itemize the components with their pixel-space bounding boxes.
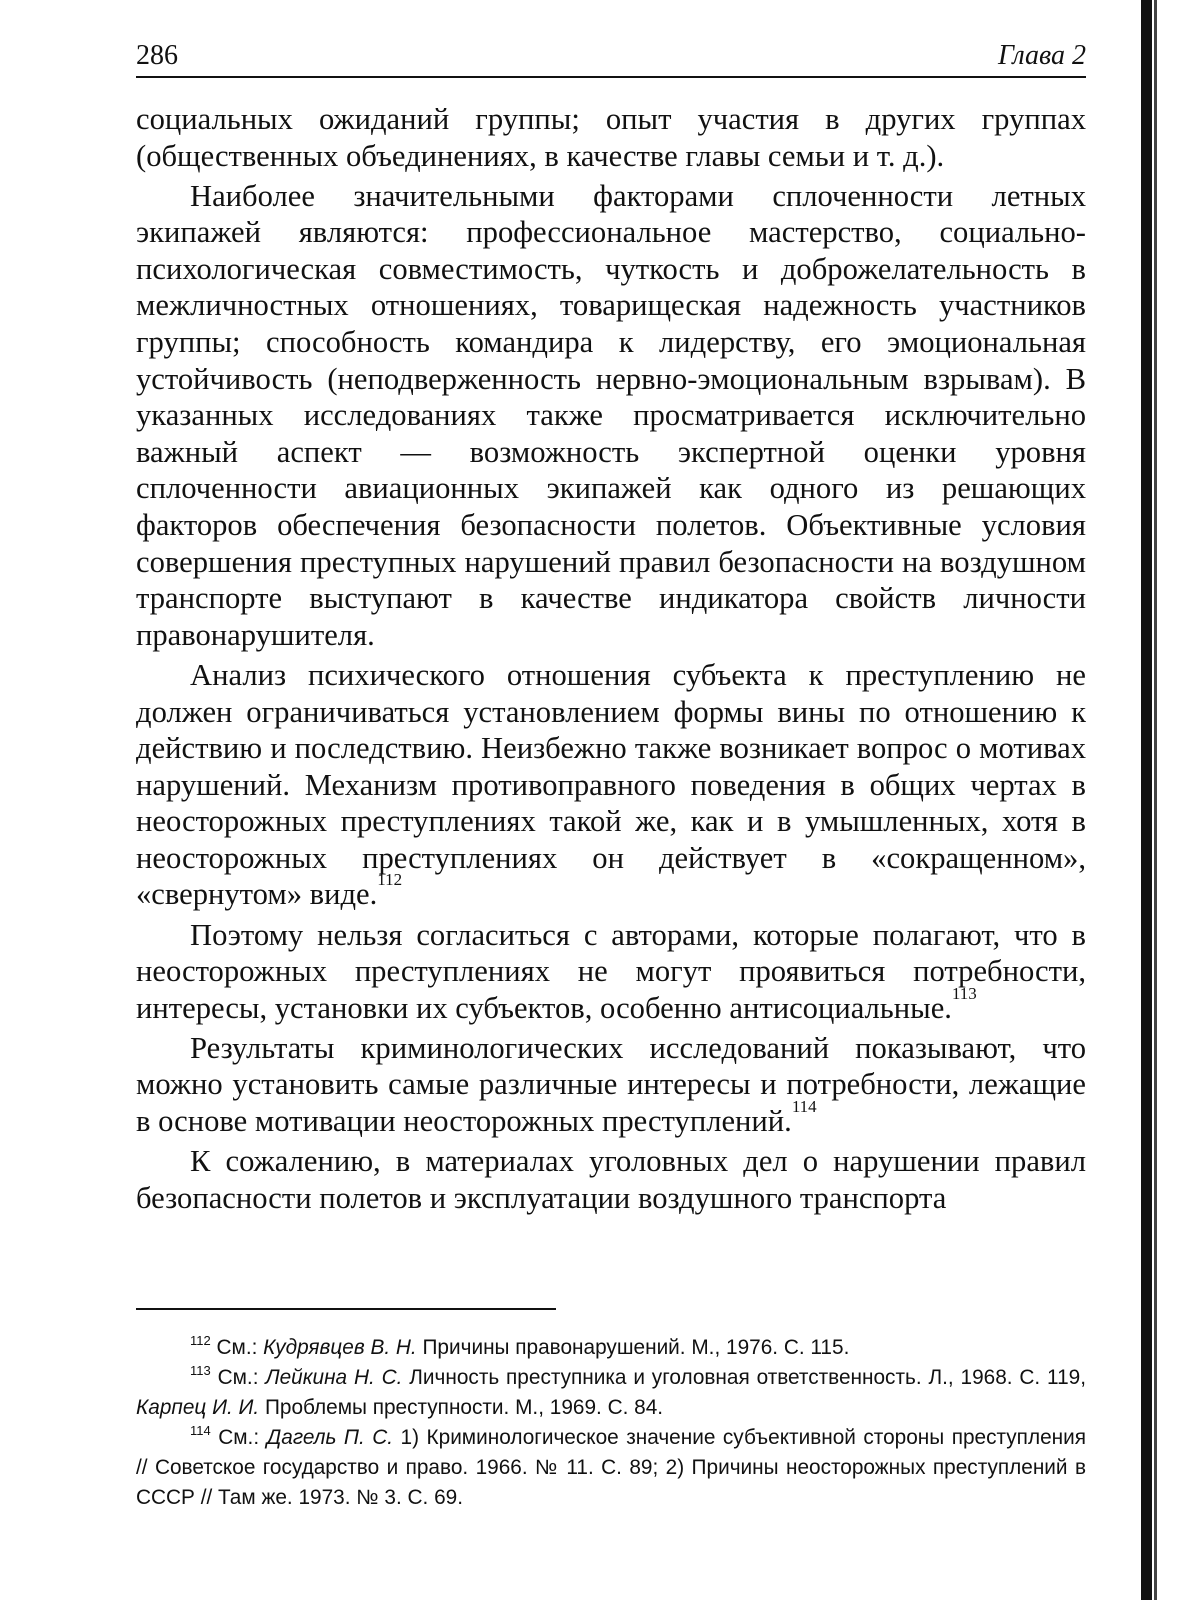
- chapter-title: Глава 2: [998, 40, 1086, 71]
- footnote-text-2: Проблемы преступности. М., 1969. С. 84.: [259, 1396, 664, 1419]
- footnote-number: 113: [190, 1363, 211, 1378]
- footnotes: [136, 1333, 1086, 1513]
- footnote-number: 112: [190, 1333, 211, 1348]
- footnote-112: [136, 1333, 1086, 1363]
- paragraph: [136, 1143, 1086, 1216]
- header-rule: [136, 76, 1086, 78]
- paragraph-text: Наиболее значительными факторами сплоченности летных экипажей являются: профессиональное мастерство, социально-психологическая совместимость, чуткость и доброжелательность в межличностных отношениях, товарищеская надежность участников группы; способность командира к лидерству, его эмоциональная устойчивость (неподверженность нервно-эмоциональным взрывам). В указанных исследованиях также просматривается исключительно важный аспект — возможность экспертной оценки уровня сплоченности авиационных экипажей как одного из решающих факторов обеспечения безопасности полетов. Объективные условия совершения преступных нарушений правил безопасности на воздушном транспорте выступают в качестве индикатора свойств личности правонарушителя.: [136, 178, 1086, 652]
- paragraph: [136, 917, 1086, 1027]
- footnote-text: Причины правонарушений. М., 1976. С. 115.: [416, 1336, 850, 1359]
- footnote-author: Кудрявцев В. Н.: [263, 1336, 417, 1359]
- footnote-prefix: См.:: [216, 1336, 264, 1359]
- paragraph: [136, 178, 1086, 654]
- footnote-author-2: Карпец И. И.: [136, 1396, 260, 1419]
- paragraph-text: социальных ожиданий группы; опыт участия в других группах (общественных объединениях, в качестве главы семьи и т. д.).: [136, 102, 1086, 173]
- footnote-separator: [136, 1308, 556, 1310]
- footnote-author: Дагель П. С.: [266, 1426, 394, 1449]
- footnote-number: 114: [190, 1423, 211, 1438]
- footnote-prefix: См.:: [217, 1366, 266, 1389]
- main-text: [136, 101, 1086, 1216]
- footnote-prefix: См.:: [218, 1426, 267, 1449]
- paragraph-text: Анализ психического отношения субъекта к преступлению не должен ограничиваться установлением формы вины по отношению к действию и последствию. Неизбежно также возникает вопрос о мотивах нарушений. Механизм противоправного поведения в общих чертах в неосторожных преступлениях такой же, как и в умышленных, хотя в неосторожных преступлениях он действует в «сокращенном», «свернутом» виде.: [136, 657, 1086, 912]
- footnote-text: 1) Криминологическое значение субъективной стороны преступления // Советское государство и право. 1966. № 11. С. 89; 2) Причины неосторожных преступлений в СССР // Там же. 1973. № 3. С. 69.: [136, 1426, 1087, 1509]
- running-head: [136, 38, 1086, 74]
- footnote-114: [136, 1423, 1086, 1513]
- spine-bar: [1141, 0, 1152, 1600]
- paragraph-text: Результаты криминологических исследований показывают, что можно установить самые различные интересы и потребности, лежащие в основе мотивации неосторожных преступлений.: [136, 1030, 1086, 1139]
- spine-edge: [1154, 0, 1157, 1600]
- footnote-ref-113[interactable]: 113: [951, 983, 977, 1003]
- paragraph: [136, 1030, 1086, 1140]
- footnote-author: Лейкина Н. С.: [265, 1366, 403, 1389]
- footnote-ref-112[interactable]: 112: [377, 870, 403, 890]
- book-spine-shadow: [1139, 0, 1181, 1600]
- page-number: 286: [136, 40, 178, 71]
- paragraph: [136, 657, 1086, 913]
- paragraph-continued: [136, 101, 1086, 174]
- paragraph-text: Поэтому нельзя согласиться с авторами, которые полагают, что в неосторожных преступлениях не могут проявиться потребности, интересы, установки их субъектов, особенно антисоциальные.: [136, 917, 1086, 1025]
- footnote-113: [136, 1363, 1086, 1423]
- footnote-ref-114[interactable]: 114: [791, 1097, 817, 1117]
- footnote-text: Личность преступника и уголовная ответственность. Л., 1968. С. 119,: [402, 1366, 1086, 1389]
- paragraph-text: К сожалению, в материалах уголовных дел о нарушении правил безопасности полетов и эксплуатации воздушного транспорта: [136, 1144, 1086, 1215]
